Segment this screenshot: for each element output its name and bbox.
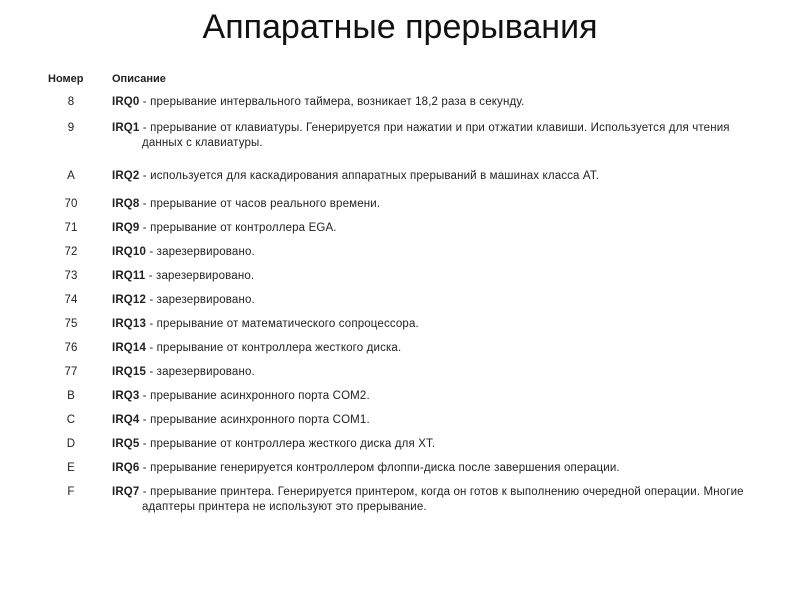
row-description: - прерывание принтера. Генерируется принтером, когда он готов к выполнению очередной операции. Многие адаптеры принтера не используют это прерывание. — [139, 486, 744, 513]
row-number: 8 — [67, 96, 75, 108]
irq-label: IRQ5 — [112, 438, 140, 450]
row-number: A — [67, 170, 75, 182]
irq-label: IRQ1 — [112, 122, 140, 134]
row-description: - зарезервировано. — [146, 294, 255, 306]
irq-label: IRQ9 — [112, 222, 140, 234]
row-number: 70 — [64, 198, 78, 210]
row-description: - зарезервировано. — [146, 366, 255, 378]
row-description: - прерывание от часов реального времени. — [139, 198, 381, 210]
table-row — [40, 461, 750, 476]
header-description: Описание — [112, 73, 166, 85]
row-number: 72 — [64, 246, 78, 258]
row-description: - прерывание от контроллера жесткого диска для XT. — [139, 438, 436, 450]
row-description: - прерывание асинхронного порта COM1. — [139, 414, 370, 426]
row-number: D — [66, 438, 76, 450]
irq-label: IRQ4 — [112, 414, 140, 426]
row-description: - зарезервировано. — [145, 270, 255, 282]
table-row — [40, 169, 750, 184]
irq-label: IRQ13 — [112, 318, 146, 330]
irq-label: IRQ6 — [112, 462, 140, 474]
row-description: - прерывание интервального таймера, возникает 18,2 раза в секунду. — [139, 96, 525, 108]
table-row — [40, 413, 750, 428]
table-row — [40, 121, 750, 151]
row-description: - прерывание асинхронного порта COM2. — [139, 390, 370, 402]
table-row — [40, 293, 750, 308]
table-row — [40, 341, 750, 356]
row-description: - прерывание генерируется контроллером флоппи-диска после завершения операции. — [139, 462, 620, 474]
row-description: - прерывание от контроллера EGA. — [139, 222, 337, 234]
row-description: - используется для каскадирования аппаратных прерываний в машинах класса АТ. — [139, 170, 600, 182]
row-number: 77 — [64, 366, 78, 378]
irq-label: IRQ7 — [112, 486, 140, 498]
row-number: B — [67, 390, 75, 402]
table-row — [40, 269, 750, 284]
table-row — [40, 389, 750, 404]
table-header — [40, 70, 750, 88]
irq-label: IRQ12 — [112, 294, 146, 306]
row-description: - зарезервировано. — [146, 246, 255, 258]
irq-label: IRQ8 — [112, 198, 140, 210]
row-description: - прерывание от контроллера жесткого диска. — [146, 342, 402, 354]
irq-label: IRQ11 — [112, 270, 146, 282]
row-description: - прерывание от математического сопроцессора. — [146, 318, 419, 330]
header-number: Номер — [48, 73, 84, 85]
row-number: 74 — [64, 294, 78, 306]
page-title: Аппаратные прерывания — [202, 8, 598, 46]
table-row — [40, 317, 750, 332]
row-number: 76 — [64, 342, 78, 354]
row-number: 73 — [64, 270, 78, 282]
table-row — [40, 221, 750, 236]
row-description: - прерывание от клавиатуры. Генерируется при нажатии и при отжатии клавиши. Используется для чтения данных с клавиатуры. — [139, 122, 730, 149]
table-row — [40, 365, 750, 380]
table-row — [40, 245, 750, 260]
row-number: 75 — [64, 318, 78, 330]
irq-label: IRQ2 — [112, 170, 140, 182]
row-number: 9 — [67, 122, 75, 134]
table-row — [40, 95, 750, 110]
irq-label: IRQ15 — [112, 366, 146, 378]
table-row — [40, 197, 750, 212]
irq-label: IRQ10 — [112, 246, 146, 258]
row-number: C — [66, 414, 76, 426]
row-number: 71 — [64, 222, 78, 234]
irq-label: IRQ3 — [112, 390, 140, 402]
row-number: E — [67, 462, 75, 474]
table-row — [40, 437, 750, 452]
interrupts-table — [40, 70, 750, 515]
table-row — [40, 485, 750, 515]
irq-label: IRQ14 — [112, 342, 146, 354]
irq-label: IRQ0 — [112, 96, 140, 108]
row-number: F — [67, 486, 75, 498]
